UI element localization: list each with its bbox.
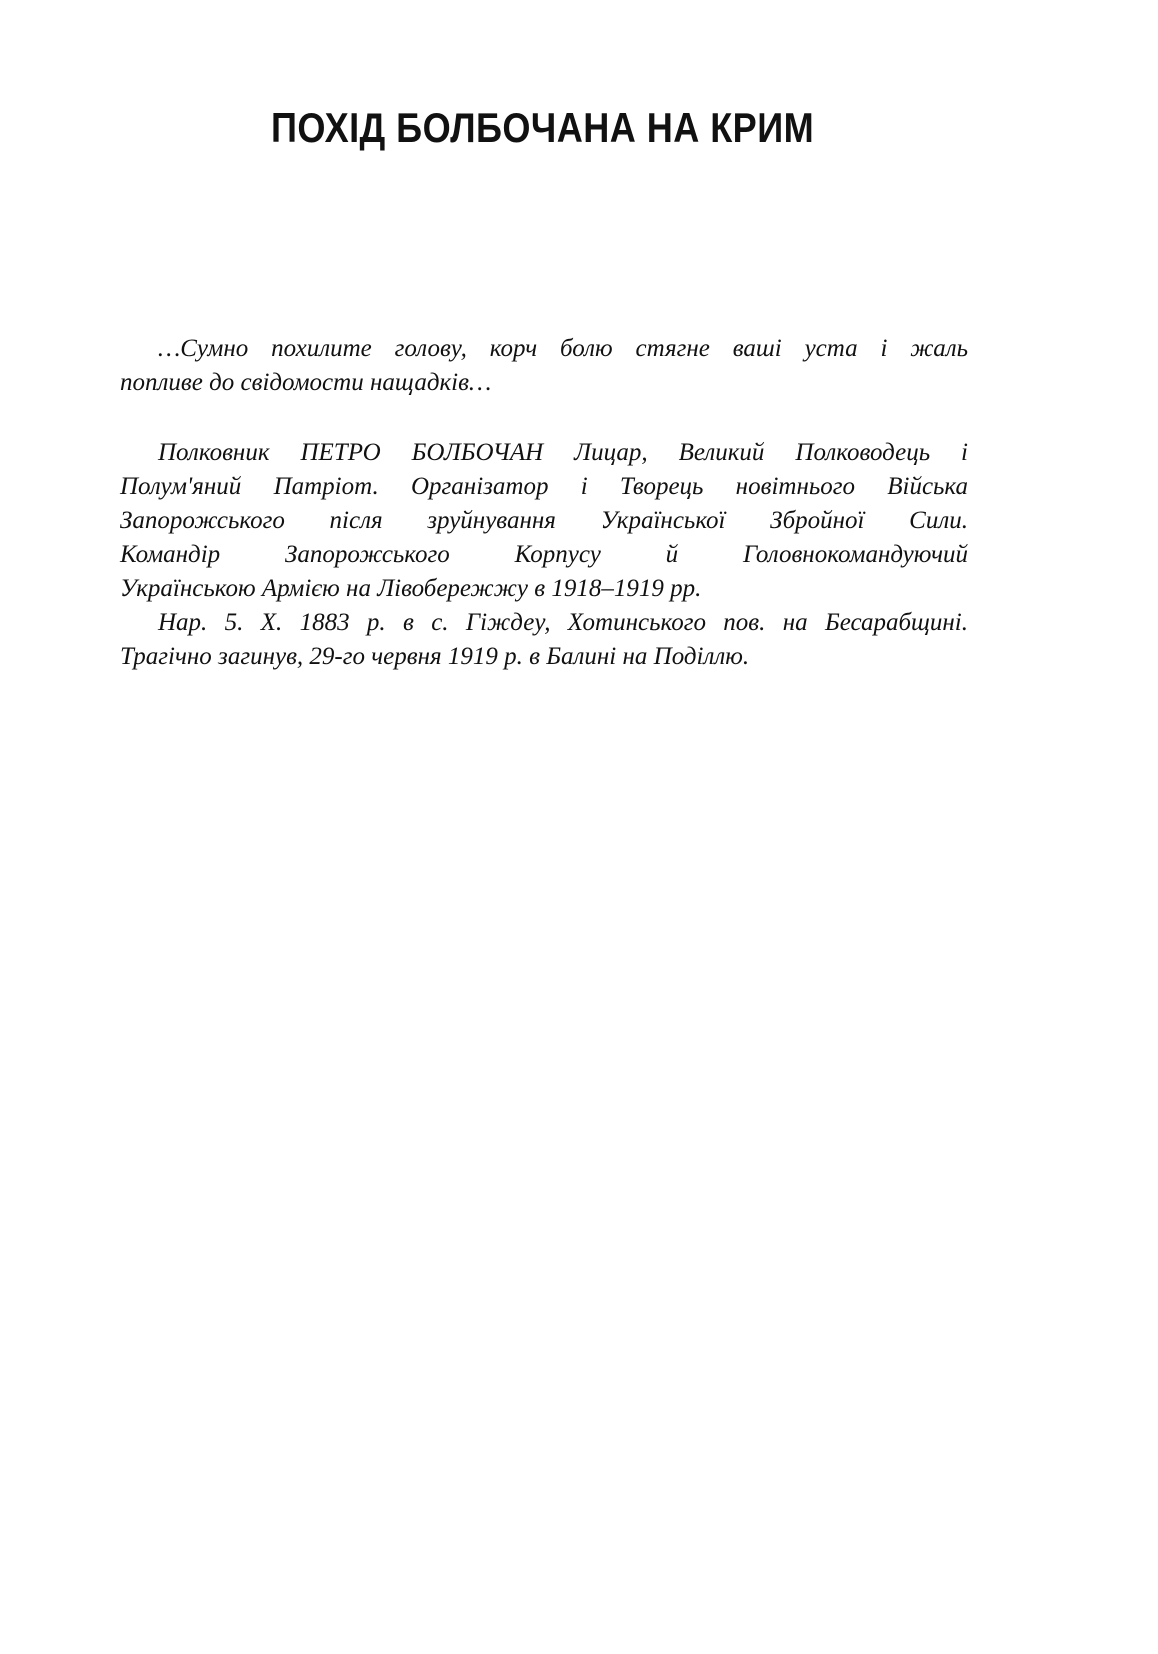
biography-paragraph bbox=[120, 436, 968, 606]
bio-line: Командір Запорожського Корпусу й Головнокомандуючий bbox=[120, 541, 968, 568]
epigraph-line: …Сумно похилите голову, корч болю стягне ваші уста і жаль bbox=[158, 335, 968, 362]
birth-line: Нар. 5. Х. 1883 р. в с. Гіждеу, Хотинського пов. на Бесарабщині. bbox=[158, 609, 968, 636]
epigraph bbox=[120, 332, 968, 400]
bio-line: Полум'яний Патріот. Організатор і Творець новітнього Війська bbox=[120, 473, 968, 500]
epigraph-line: попливе до свідомости нащадків… bbox=[120, 369, 492, 396]
bio-line: Полковник ПЕТРО БОЛБОЧАН Лицар, Великий Полководець і bbox=[158, 439, 968, 466]
page-title: ПОХІД БОЛБОЧАНА НА КРИМ bbox=[271, 104, 815, 151]
birth-death-paragraph bbox=[120, 606, 968, 674]
bio-line: Українською Армією на Лівобережжу в 1918–1919 рр. bbox=[120, 575, 702, 602]
death-line: Трагічно загинув, 29-го червня 1919 р. в Балині на Поділлю. bbox=[120, 643, 750, 670]
bio-line: Запорожського після зруйнування Української Збройної Сили. bbox=[120, 507, 968, 534]
